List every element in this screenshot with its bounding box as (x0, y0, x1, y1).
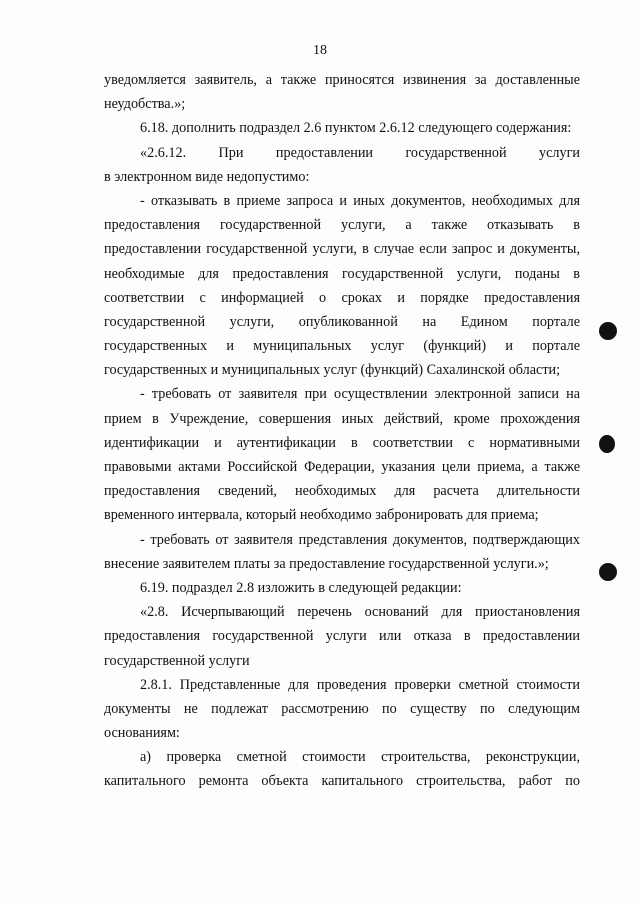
text-line: соответствии с информацией о сроках и порядке предоставления (104, 289, 580, 306)
text-line: капитального ремонта объекта капитального строительства, работ по (104, 773, 580, 790)
text-line: неудобства.»; (104, 96, 186, 113)
text-line: идентификации и аутентификации в соответствии с нормативными (104, 434, 580, 451)
text-line: государственных и муниципальных услуг (функций) и портале (104, 338, 580, 355)
text-line: «2.6.12. При предоставлении государственной услуги (140, 144, 580, 161)
text-line: предоставления государственной услуги или отказа в предоставлении (104, 628, 580, 645)
text-line: в электронном виде недопустимо: (104, 168, 310, 185)
text-line: 2.8.1. Представленные для проведения проверки сметной стоимости (140, 676, 580, 693)
text-line: прием в Учреждение, совершения иных действий, кроме прохождения (104, 410, 580, 427)
text-line: предоставлении государственной услуги, в случае если запрос и документы, (104, 241, 580, 258)
text-line: - требовать от заявителя представления документов, подтверждающих (140, 531, 580, 548)
text-line: документы не подлежат рассмотрению по существу по следующим (104, 700, 580, 717)
punch-hole-mark (599, 563, 617, 581)
text-line: государственной услуги (104, 652, 250, 669)
text-line: предоставления сведений, необходимых для расчета длительности (104, 483, 580, 500)
text-line: 6.18. дополнить подраздел 2.6 пунктом 2.6.12 следующего содержания: (140, 120, 572, 137)
text-line: государственной услуги, опубликованной на Едином портале (104, 313, 580, 330)
text-line: уведомляется заявитель, а также приносятся извинения за доставленные (104, 72, 580, 88)
text-line: правовыми актами Российской Федерации, указания цели приема, а также (104, 459, 580, 475)
text-line: «2.8. Исчерпывающий перечень оснований для приостановления (140, 604, 580, 621)
text-line: государственных и муниципальных услуг (функций) Сахалинской области; (104, 362, 561, 379)
text-line: 6.19. подраздел 2.8 изложить в следующей редакции: (140, 579, 462, 596)
punch-hole-mark (599, 435, 615, 453)
document-body (104, 68, 580, 794)
punch-hole-mark (599, 322, 617, 340)
text-line: а) проверка сметной стоимости строительства, реконструкции, (140, 749, 580, 766)
text-line: - отказывать в приеме запроса и иных документов, необходимых для (140, 192, 580, 209)
page-number: 18 (313, 43, 327, 58)
text-line: основаниям: (104, 725, 180, 742)
text-line: - требовать от заявителя при осуществлении электронной записи на (140, 386, 580, 403)
text-line: необходимые для предоставления государственной услуги, поданы в (104, 265, 580, 282)
text-line: предоставления государственной услуги, а также отказывать в (104, 217, 580, 234)
text-line: внесение заявителем платы за предоставление государственной услуги.»; (104, 555, 549, 572)
text-line: временного интервала, который необходимо забронировать для приема; (104, 507, 539, 524)
